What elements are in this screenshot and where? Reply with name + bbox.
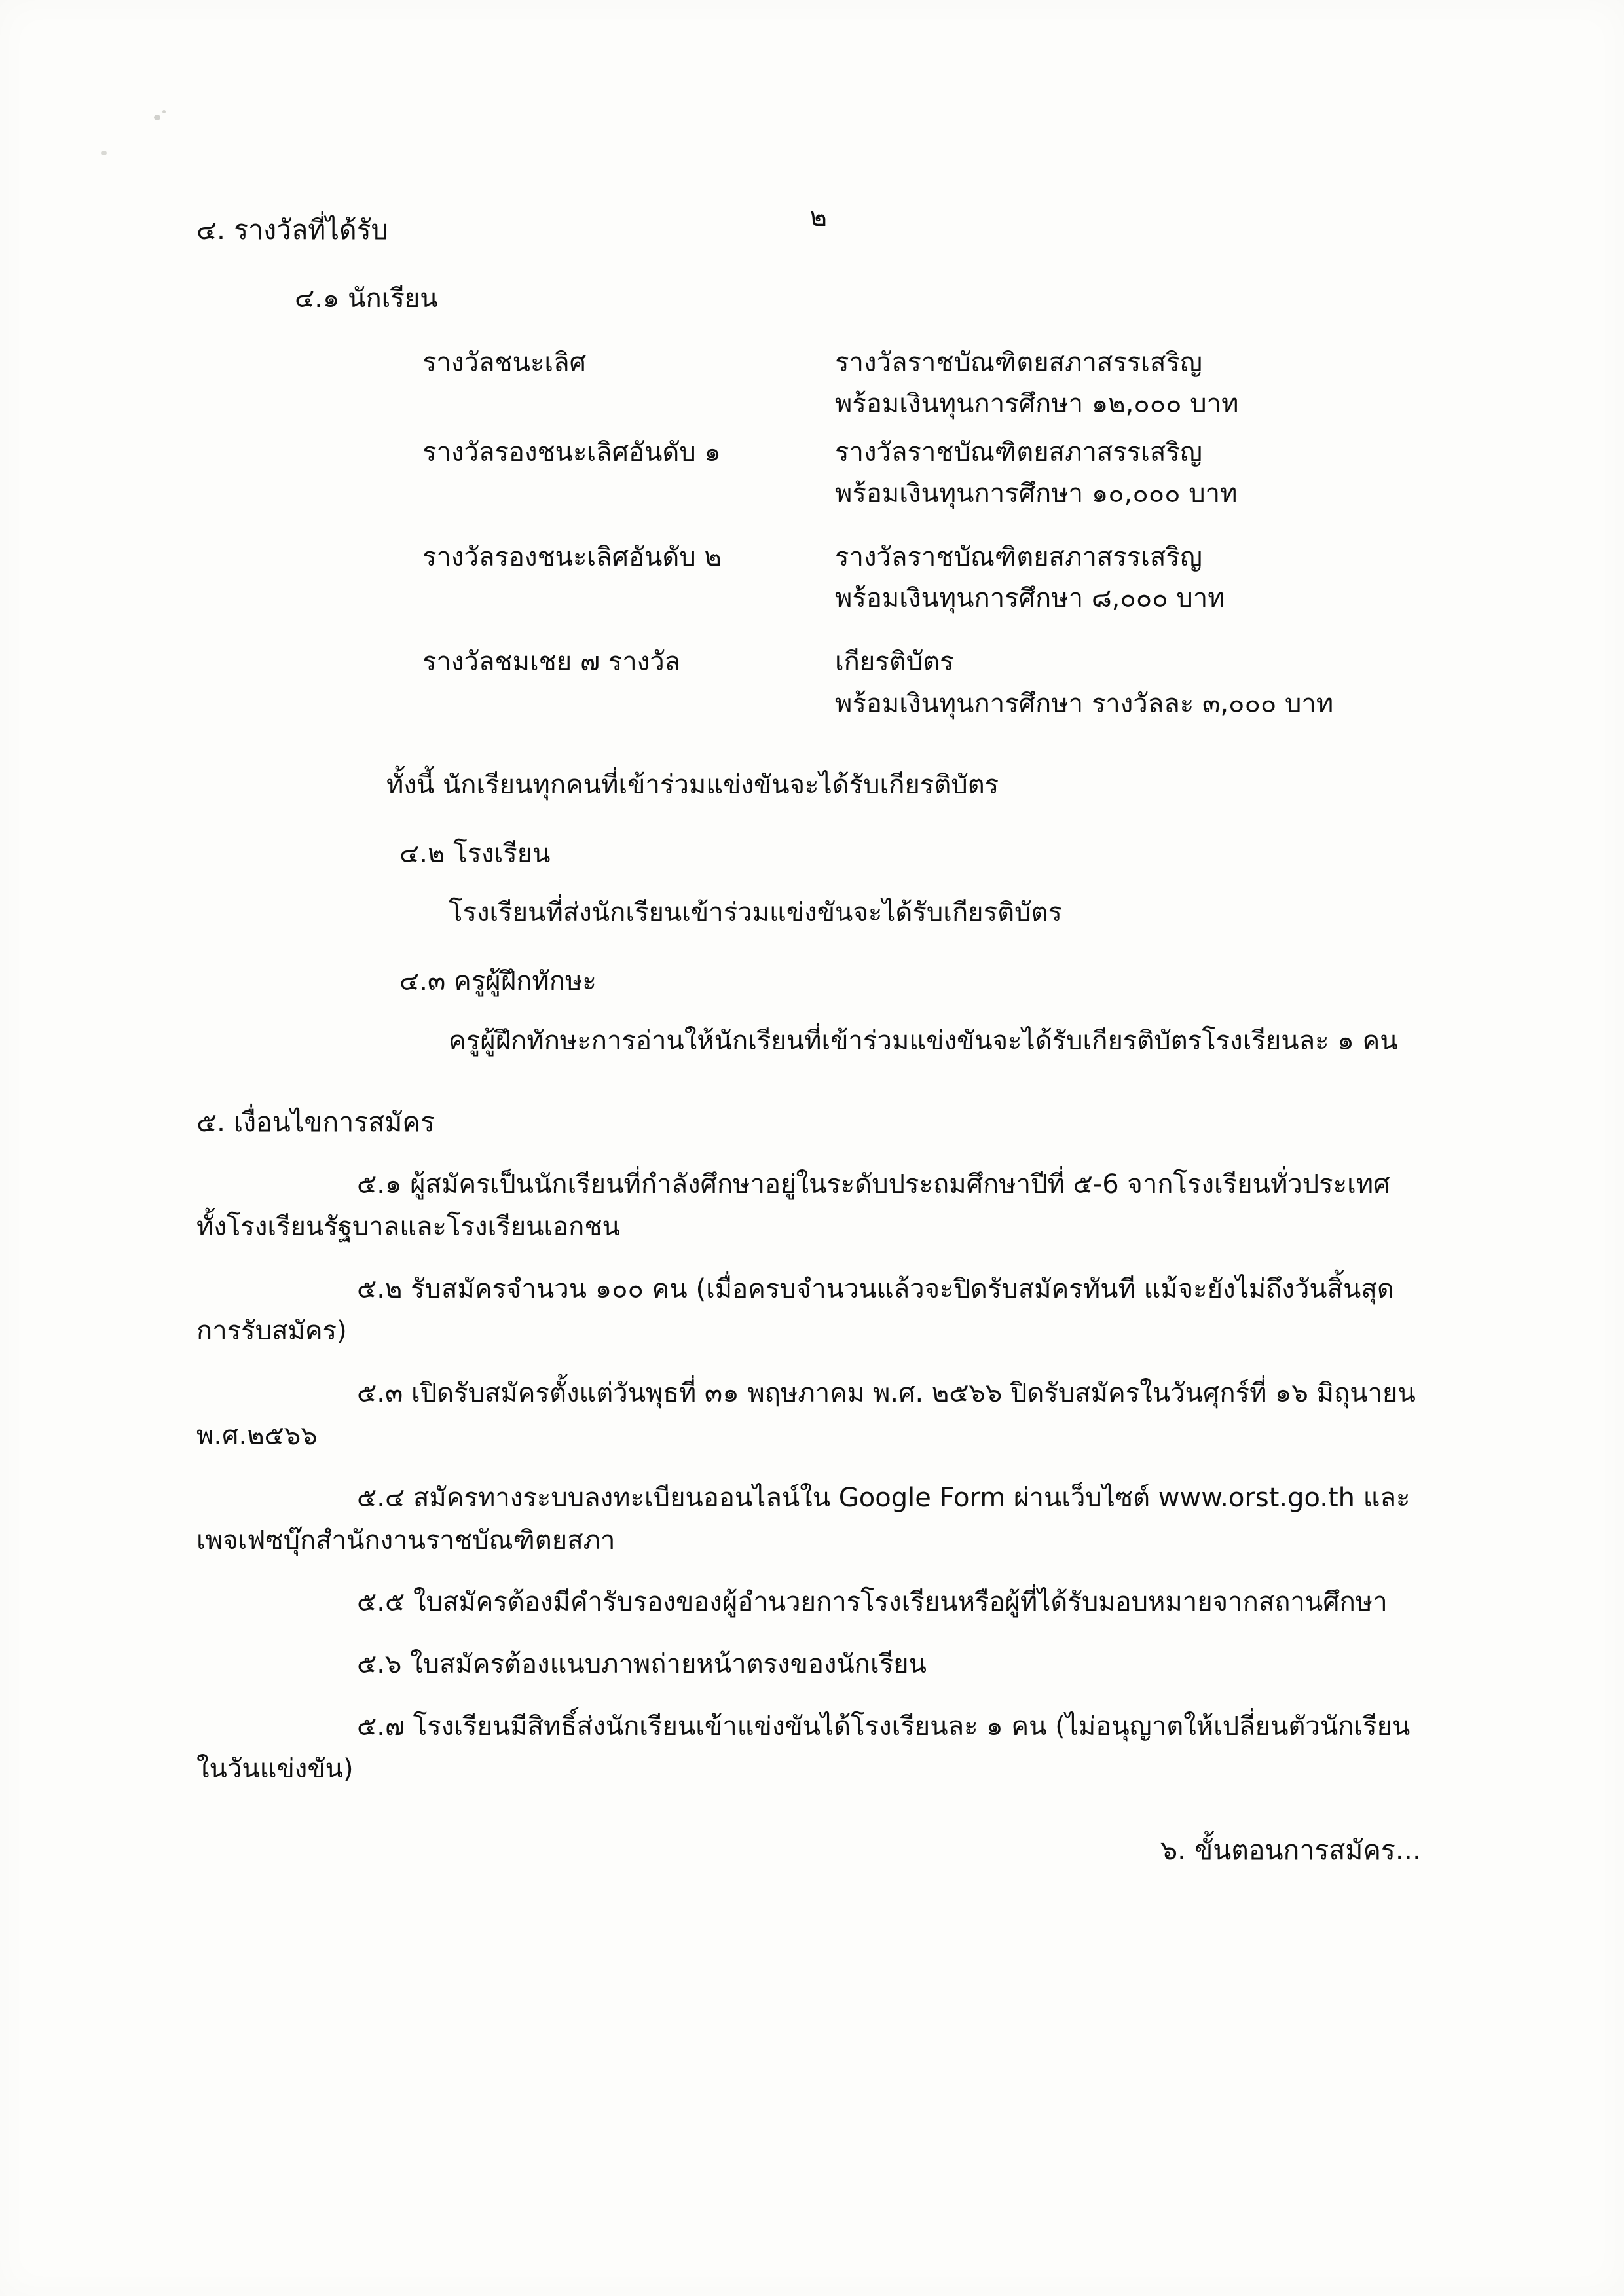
- section-heading-conditions: ๕. เงื่อนไขการสมัคร: [196, 1106, 435, 1138]
- condition-item-7: [196, 1705, 1441, 1748]
- award-value: [835, 642, 1333, 746]
- award-label: รางวัลรองชนะเลิศอันดับ ๑: [422, 437, 721, 467]
- award-value: [835, 537, 1333, 642]
- page-number: ๒: [809, 202, 828, 232]
- condition-item-4-cont: เพจเฟซบุ๊กสำนักงานราชบัณฑิตยสภา: [196, 1525, 616, 1556]
- condition-line1: ๕.๒ รับสมัครจำนวน ๑๐๐ คน (เมื่อครบจำนวนแล้วจะปิดรับสมัครทันที แม้จะยังไม่ถึงวันสิ้นสุด: [357, 1273, 1394, 1304]
- table-row: [422, 342, 1333, 431]
- award-value-line1: รางวัลราชบัณฑิตยสภาสรรเสริญ: [835, 437, 1202, 467]
- condition-item-1: [196, 1163, 1441, 1206]
- subsection-heading-teacher: ๔.๓ ครูผู้ฝึกทักษะ: [399, 966, 597, 997]
- table-row: [422, 537, 1333, 642]
- award-value-line2: พร้อมเงินทุนการศึกษา ๑๐,๐๐๐ บาท: [835, 478, 1238, 509]
- condition-line1: ๕.๑ ผู้สมัครเป็นนักเรียนที่กำลังศึกษาอยู่ในระดับประถมศึกษาปีที่ ๕-6 จากโรงเรียนทั่วประเทศ: [357, 1169, 1390, 1200]
- award-value-line2: พร้อมเงินทุนการศึกษา ๑๒,๐๐๐ บาท: [835, 389, 1239, 420]
- condition-item-5: ๕.๕ ใบสมัครต้องมีคำรับรองของผู้อำนวยการโรงเรียนหรือผู้ที่ได้รับมอบหมายจากสถานศึกษา: [357, 1587, 1388, 1618]
- awards-table: [422, 342, 1333, 747]
- awards-note: ทั้งนี้ นักเรียนทุกคนที่เข้าร่วมแข่งขันจะได้รับเกียรติบัตร: [386, 769, 999, 800]
- condition-line1: ๕.๔ สมัครทางระบบลงทะเบียนออนไลน์ใน Google Form ผ่านเว็บไซต์ www.orst.go.th และ: [357, 1482, 1411, 1513]
- subsection-heading-students: ๔.๑ นักเรียน: [295, 283, 438, 314]
- condition-line1: ๕.๓ เปิดรับสมัครตั้งแต่วันพุธที่ ๓๑ พฤษภาคม พ.ศ. ๒๕๖๖ ปิดรับสมัครในวันศุกร์ที่ ๑๖ มิถุนายน: [357, 1378, 1416, 1409]
- award-value-line1: รางวัลราชบัณฑิตยสภาสรรเสริญ: [835, 541, 1202, 572]
- award-value-line1: รางวัลราชบัณฑิตยสภาสรรเสริญ: [835, 348, 1202, 378]
- scan-speck-icon: [154, 115, 160, 120]
- closing-line: ๖. ขั้นตอนการสมัคร...: [1160, 1834, 1421, 1866]
- condition-item-2-cont: การรับสมัคร): [196, 1316, 347, 1347]
- condition-item-2: [196, 1268, 1441, 1311]
- subsection-body-school: โรงเรียนที่ส่งนักเรียนเข้าร่วมแข่งขันจะได้รับเกียรติบัตร: [449, 898, 1062, 928]
- table-row: [422, 432, 1333, 537]
- subsection-body-teacher: ครูผู้ฝึกทักษะการอ่านให้นักเรียนที่เข้าร่วมแข่งขันจะได้รับเกียรติบัตรโรงเรียนละ ๑ คน: [449, 1025, 1398, 1056]
- subsection-heading-school: ๔.๒ โรงเรียน: [399, 838, 551, 869]
- condition-item-3-cont: พ.ศ.๒๕๖๖: [196, 1421, 318, 1451]
- condition-line1: ๕.๗ โรงเรียนมีสิทธิ์ส่งนักเรียนเข้าแข่งขันได้โรงเรียนละ ๑ คน (ไม่อนุญาตให้เปลี่ยนตัวนักเรียน: [357, 1711, 1411, 1742]
- table-row: [422, 642, 1333, 746]
- condition-item-7-cont: ในวันแข่งขัน): [196, 1753, 354, 1784]
- award-value-line2: พร้อมเงินทุนการศึกษา รางวัลละ ๓,๐๐๐ บาท: [835, 688, 1334, 719]
- condition-item-3: [196, 1372, 1441, 1415]
- condition-item-1-cont: ทั้งโรงเรียนรัฐบาลและโรงเรียนเอกชน: [196, 1211, 620, 1242]
- award-value-line1: เกียรติบัตร: [835, 647, 954, 678]
- document-body: [196, 98, 1441, 1872]
- award-label: รางวัลรองชนะเลิศอันดับ ๒: [422, 541, 722, 572]
- award-value-line2: พร้อมเงินทุนการศึกษา ๘,๐๐๐ บาท: [835, 583, 1225, 614]
- award-value: [835, 342, 1333, 431]
- award-label: รางวัลชมเชย ๗ รางวัล: [422, 647, 681, 678]
- condition-item-6: ๕.๖ ใบสมัครต้องแนบภาพถ่ายหน้าตรงของนักเรียน: [357, 1649, 927, 1680]
- section-heading-awards: ๔. รางวัลที่ได้รับ: [196, 214, 388, 246]
- scan-speck-icon: [162, 110, 166, 113]
- award-label: รางวัลชนะเลิศ: [422, 348, 586, 378]
- award-value: [835, 432, 1333, 537]
- condition-item-4: [196, 1477, 1441, 1520]
- scan-speck-icon: [101, 151, 107, 155]
